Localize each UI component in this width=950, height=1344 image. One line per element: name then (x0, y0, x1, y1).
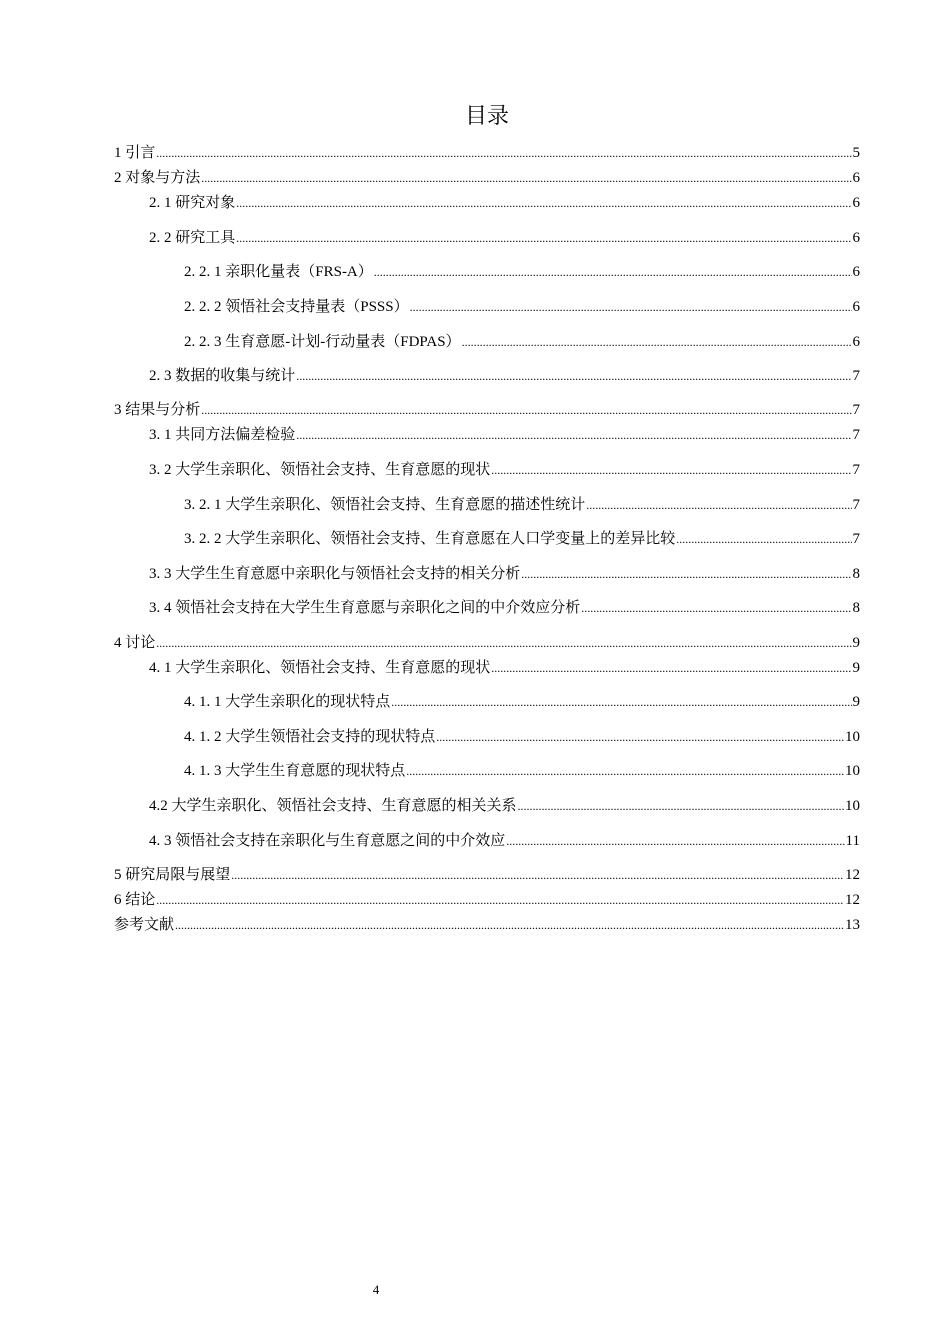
toc-entry-page: 10 (845, 729, 860, 745)
toc-entry-label: 2 对象与方法 (114, 170, 201, 186)
toc-entry-label: 2. 2. 3 生育意愿-计划-行动量表（FDPAS） (184, 334, 461, 350)
toc-entry-label: 2. 1 研究对象 (149, 195, 236, 211)
toc-dot-leader (406, 761, 844, 781)
toc-entry[interactable] (114, 143, 860, 163)
toc-entry[interactable] (184, 727, 860, 747)
toc-entry[interactable] (184, 297, 860, 317)
toc-entry-page: 7 (852, 531, 860, 547)
toc-entry[interactable] (114, 168, 860, 188)
toc-dot-leader (236, 193, 851, 213)
toc-dot-leader (462, 332, 852, 352)
toc-dot-leader (391, 692, 851, 712)
toc-entry-page: 13 (845, 917, 860, 933)
toc-dot-leader (236, 228, 851, 248)
toc-entry-page: 6 (852, 195, 860, 211)
toc-entry[interactable] (184, 529, 860, 549)
toc-dot-leader (518, 796, 844, 816)
toc-entry-page: 9 (852, 660, 860, 676)
toc-entry[interactable] (149, 228, 860, 248)
toc-entry-page: 6 (852, 264, 860, 280)
toc-entry-label: 4.2 大学生亲职化、领悟社会支持、生育意愿的相关关系 (149, 798, 517, 814)
toc-entry-page: 8 (852, 566, 860, 582)
toc-entry-page: 6 (852, 230, 860, 246)
toc-dot-leader (436, 727, 844, 747)
toc-dot-leader (491, 460, 851, 480)
toc-entry-page: 10 (845, 763, 860, 779)
toc-entry-page: 6 (852, 334, 860, 350)
toc-entry[interactable] (149, 564, 860, 584)
toc-entry-label: 4. 1. 2 大学生领悟社会支持的现状特点 (184, 729, 436, 745)
toc-entry-label: 4 讨论 (114, 635, 156, 651)
toc-entry-page: 10 (845, 798, 860, 814)
toc-entry-page: 6 (852, 170, 860, 186)
toc-entry-page: 11 (845, 833, 860, 849)
toc-entry[interactable] (149, 460, 860, 480)
toc-entry-label: 3. 2. 2 大学生亲职化、领悟社会支持、生育意愿在人口学变量上的差异比较 (184, 531, 676, 547)
toc-dot-leader (374, 262, 852, 282)
toc-entry-page: 6 (852, 299, 860, 315)
toc-entry-label: 4. 1. 3 大学生生育意愿的现状特点 (184, 763, 406, 779)
toc-dot-leader (676, 529, 851, 549)
toc-entry-page: 7 (852, 402, 860, 418)
toc-entry-label: 4. 1. 1 大学生亲职化的现状特点 (184, 694, 391, 710)
toc-dot-leader (296, 366, 851, 386)
toc-title: 目录 (464, 104, 509, 129)
toc-entry-label: 3. 2 大学生亲职化、领悟社会支持、生育意愿的现状 (149, 462, 491, 478)
toc-dot-leader (201, 400, 851, 420)
toc-entry-label: 3. 2. 1 大学生亲职化、领悟社会支持、生育意愿的描述性统计 (184, 497, 586, 513)
toc-entry[interactable] (114, 890, 860, 910)
toc-entry[interactable] (149, 796, 860, 816)
toc-entry[interactable] (184, 761, 860, 781)
toc-entry-page: 9 (852, 635, 860, 651)
toc-entry[interactable] (114, 915, 860, 935)
toc-dot-leader (231, 865, 844, 885)
toc-entry-page: 7 (852, 497, 860, 513)
toc-entry-label: 6 结论 (114, 892, 156, 908)
toc-dot-leader (410, 297, 852, 317)
toc-entry[interactable] (149, 366, 860, 386)
toc-entry-page: 8 (852, 600, 860, 616)
toc-dot-leader (491, 658, 851, 678)
toc-entry[interactable] (114, 400, 860, 420)
toc-entry-label: 参考文献 (114, 917, 175, 933)
toc-entry-label: 2. 3 数据的收集与统计 (149, 368, 296, 384)
toc-entry-page: 7 (852, 462, 860, 478)
toc-entry[interactable] (149, 598, 860, 618)
toc-entry-label: 2. 2. 1 亲职化量表（FRS-A） (184, 264, 373, 280)
toc-dot-leader (156, 143, 851, 163)
toc-entry-page: 7 (852, 427, 860, 443)
toc-entry-page: 9 (852, 694, 860, 710)
toc-entry[interactable] (149, 425, 860, 445)
toc-entry[interactable] (149, 193, 860, 213)
toc-entry[interactable] (184, 332, 860, 352)
toc-entry-label: 4. 1 大学生亲职化、领悟社会支持、生育意愿的现状 (149, 660, 491, 676)
toc-entry-page: 7 (852, 368, 860, 384)
toc-entry[interactable] (184, 692, 860, 712)
toc-dot-leader (521, 564, 851, 584)
toc-entry-page: 5 (852, 145, 860, 161)
toc-dot-leader (581, 598, 851, 618)
toc-entry[interactable] (184, 262, 860, 282)
toc-entry-label: 3 结果与分析 (114, 402, 201, 418)
toc-entry[interactable] (149, 831, 860, 851)
page-number: 4 (372, 1282, 380, 1297)
toc-entry-page: 12 (845, 867, 860, 883)
toc-dot-leader (586, 495, 851, 515)
toc-entry-page: 12 (845, 892, 860, 908)
toc-dot-leader (296, 425, 851, 445)
toc-entry-label: 5 研究局限与展望 (114, 867, 231, 883)
toc-entry[interactable] (149, 658, 860, 678)
toc-dot-leader (201, 168, 851, 188)
toc-entry-label: 3. 1 共同方法偏差检验 (149, 427, 296, 443)
toc-dot-leader (156, 633, 851, 653)
toc-dot-leader (506, 831, 844, 851)
toc-entry-label: 2. 2 研究工具 (149, 230, 236, 246)
toc-dot-leader (175, 915, 844, 935)
toc-entry-label: 1 引言 (114, 145, 156, 161)
toc-entry-label: 3. 3 大学生生育意愿中亲职化与领悟社会支持的相关分析 (149, 566, 521, 582)
toc-dot-leader (156, 890, 844, 910)
toc-entry[interactable] (114, 865, 860, 885)
toc-entry-label: 3. 4 领悟社会支持在大学生生育意愿与亲职化之间的中介效应分析 (149, 600, 581, 616)
toc-entry[interactable] (184, 495, 860, 515)
toc-entry-label: 2. 2. 2 领悟社会支持量表（PSSS） (184, 299, 409, 315)
toc-entry[interactable] (114, 633, 860, 653)
toc-entry-label: 4. 3 领悟社会支持在亲职化与生育意愿之间的中介效应 (149, 833, 506, 849)
